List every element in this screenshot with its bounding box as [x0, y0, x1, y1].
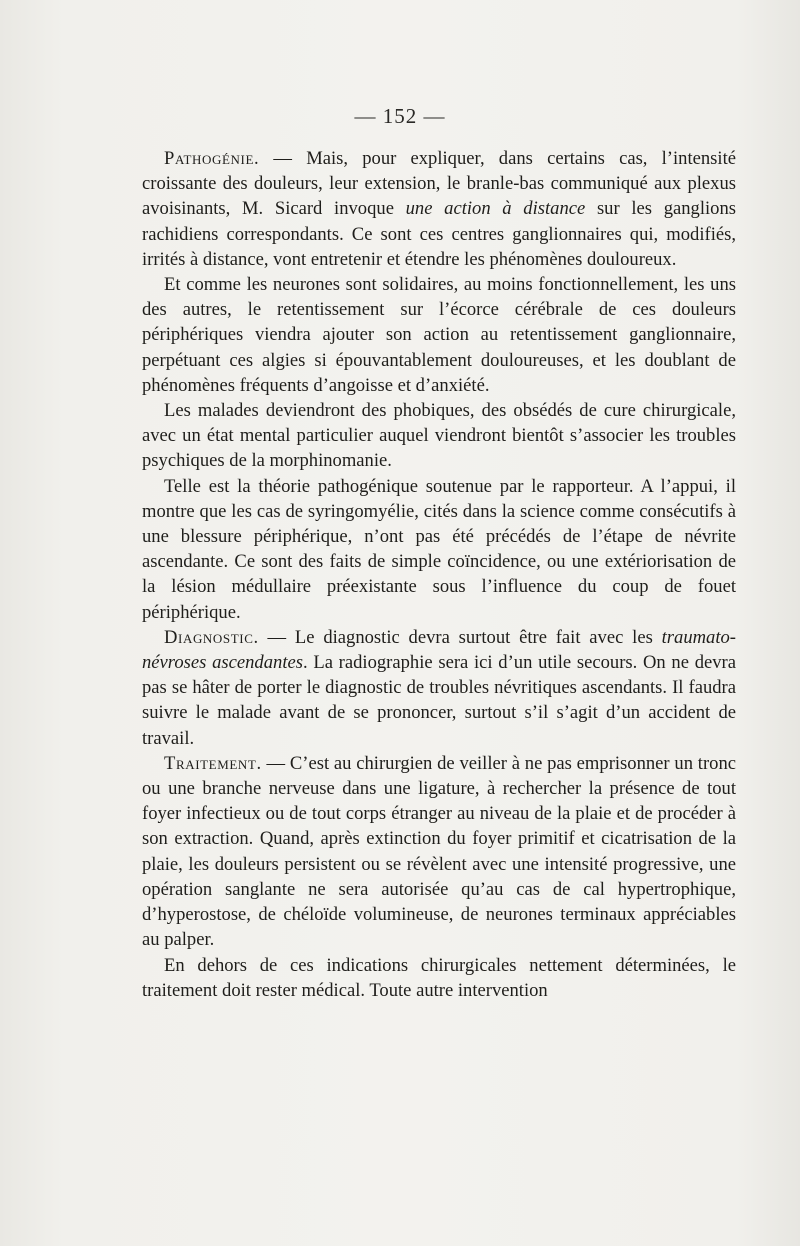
- section-heading-diagnostic: Diagnostic.: [164, 626, 259, 648]
- paragraph-text: — Mais, pour expliquer, dans certains cas, l’intensité croissante des douleurs, leur extension, le branle-bas communiqué aux plexus avoisinants, M. Sicard invoque: [142, 148, 736, 220]
- paragraph-indications: En dehors de ces indications chirurgicales nettement déterminées, le traitement doit rester médical. Toute autre intervention: [142, 954, 736, 1001]
- section-heading-pathogenie: Pathogénie.: [164, 148, 260, 169]
- paragraph-neurones: Et comme les neurones sont solidaires, au moins fonctionnellement, les uns des autres, le retentissement sur l’écorce cérébrale de ces douleurs périphériques viendra ajouter son action au retentissement ganglionnaire, perpétuant ces algies si épouvantablement douloureuses, et les doublant de phénomènes fréquents d’angoisse et d’anxiété.: [142, 274, 736, 396]
- paragraph-text: . La radiographie sera ici d’un utile secours. On ne devra pas se hâter de porter le diagnostic de troubles névritiques ascendants. Il faudra suivre le malade avant de se prononcer, surtout s’il s’agit d’un accident de travail.: [142, 652, 736, 749]
- paragraph-pathogenie: [142, 146, 736, 272]
- paragraph-text: — C’est au chirurgien de veiller à ne pas emprisonner un tronc ou une branche nerveuse dans une ligature, à rechercher la présence de tout foyer infectieux ou de tout corps étranger au niveau de la plaie et de procéder à son extraction. Quand, après extinction du foyer primitif et cicatrisation de la plaie, les douleurs persistent ou se révèlent avec une intensité progressive, une opération sanglante ne sera autorisée qu’au cas de cal hypertrophique, d’hyperostose, de chéloïde volumineuse, de neurones terminaux appréciables au palper.: [142, 752, 736, 951]
- paragraph-malades: Les malades deviendront des phobiques, des obsédés de cure chirurgicale, avec un état mental particulier auquel viendront bientôt s’associer les troubles psychiques de la morphinomanie.: [142, 400, 736, 472]
- paragraph-theorie: Telle est la théorie pathogénique soutenue par le rapporteur. A l’appui, il montre que les cas de syringomyélie, cités dans la science comme consécutifs à une blessure périphérique, n’ont pas été précédés de l’étape de névrite ascendante. Ce sont des faits de simple coïncidence, ou une extériorisation de la lésion médullaire préexistante sous l’influence du coup de fouet périphérique.: [142, 475, 736, 623]
- paragraph-traitement: [142, 751, 736, 953]
- italic-phrase: traumato-névroses ascendantes: [142, 626, 736, 674]
- paragraph-text: sur les ganglions rachidiens correspondants. Ce sont ces centres ganglionnaires qui, modifiés, irrités à distance, vont entretenir et étendre les phénomènes douloureux.: [142, 198, 736, 270]
- paragraph-text: — Le diagnostic devra surtout être fait avec les: [258, 626, 662, 648]
- page-number: — 152 —: [354, 104, 446, 128]
- italic-phrase: une action à distance: [405, 198, 586, 220]
- body-text: [142, 146, 736, 1003]
- section-heading-traitement: Traitement.: [164, 752, 262, 774]
- paragraph-diagnostic: [142, 625, 736, 751]
